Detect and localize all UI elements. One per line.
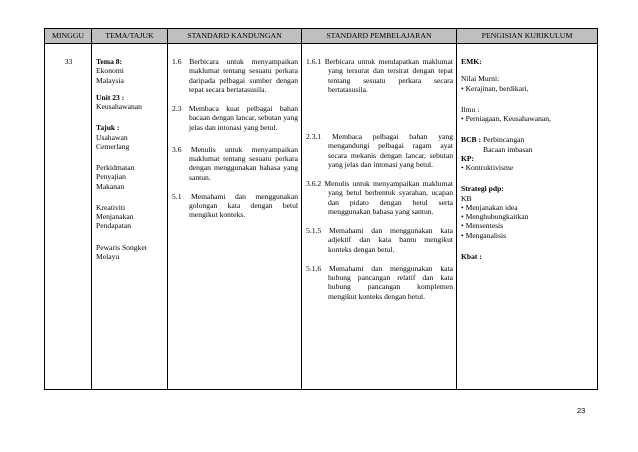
bullet-icon: • (461, 114, 466, 123)
standard-number: 1.6 (172, 57, 182, 66)
kb-item: • Mensentesis (461, 221, 504, 231)
tema-line: Ekonomi (96, 66, 124, 76)
nilai-label: Nilai Murni: (461, 74, 500, 84)
bcb-line (461, 135, 594, 144)
bcb-text-2: Bacaan imbasan (483, 144, 533, 154)
subtopic-line: Menjanakan (96, 212, 134, 221)
header-minggu: MINGGU (45, 29, 92, 44)
learning-text: Menulis untuk menyampaikan maklumat yang betul berbentuk syarahan, ucapan dan pidato dengan betul serta menggunakan bahasa yang santun. (324, 179, 453, 216)
kb-label: KB (461, 193, 472, 203)
unit-title: Unit 23 : (96, 92, 125, 102)
tajuk-line: Cemerlang (96, 141, 130, 151)
cell-pengisian (457, 44, 598, 390)
header-kandungan: STANDARD KANDUNGAN (168, 29, 302, 44)
header-row (45, 29, 598, 44)
learning-number: 1.6.1 (306, 57, 322, 66)
cell-kandungan (168, 44, 302, 390)
learning-number: 3.6.2 (306, 179, 322, 188)
standard-text: Membaca kuat pelbagai bahan bacaan dengan lancar, sebutan yang jelas dan intonasi yang betul. (188, 104, 298, 132)
tema-line: Malaysia (96, 75, 124, 85)
bcb-label: BCB : (461, 135, 482, 145)
subtopic-line: Melayu (96, 251, 120, 261)
standard-item (172, 192, 298, 220)
standard-text: Menulis untuk menyampaikan maklumat tentang sesuatu perkara dengan menggunakan bahasa yang santun. (189, 144, 298, 182)
week-number: 33 (64, 57, 73, 66)
bullet-icon: • (461, 202, 466, 212)
strategi-label: Strategi pdp: (461, 184, 504, 194)
standard-item (172, 145, 298, 182)
learning-item (306, 264, 453, 301)
bcb-text: Perbincangan (482, 135, 525, 145)
standard-item (172, 104, 298, 132)
bullet-icon: • (461, 221, 466, 231)
curriculum-table (44, 28, 598, 390)
cell-minggu (45, 44, 92, 390)
cell-pembelajaran (302, 44, 457, 390)
subtopic-line: Kreativiti (96, 202, 126, 212)
nilai-item: • Kerajinan, berdikari, (461, 83, 529, 93)
bullet-icon: • (461, 163, 466, 172)
kbat-label: Kbat : (461, 251, 482, 261)
bullet-icon: • (461, 83, 466, 93)
kb-item: • Menghubungkaitkan (461, 212, 529, 221)
subtopic-line: Penyajian (96, 172, 126, 182)
kb-item: • Menjanakan idea (461, 202, 518, 212)
standard-text: Memahami dan menggunakan golongan kata dengan betul mengikut konteks. (189, 191, 298, 220)
header-pengisian: PENGISIAN KURIKULUM (457, 29, 598, 44)
kp-item: • Kontruktivisme (461, 163, 514, 172)
learning-text: Membaca pelbagai bahan yang mengandungi pelbagai ragam ayat secara mekanis dengan lancar, sebutan yang jelas dan intonasi yang betul. (328, 132, 453, 169)
emk-label: EMK: (461, 57, 482, 66)
kp-label: KP: (461, 153, 475, 163)
learning-text: Berbicara untuk mendapatkan maklumat yang tersurat dan tersirat dengan tepat tentang sesuatu perkara secara bertatasusila. (324, 57, 453, 94)
learning-item (306, 179, 453, 216)
learning-text: Memahami dan menggunakan kata adjektif dan kata bantu mengikut konteks dengan betul. (328, 226, 453, 254)
learning-number: 2.3.1 (306, 132, 322, 141)
tajuk-line: Usahawan (96, 132, 128, 142)
page-number: 23 (577, 406, 586, 415)
standard-item (172, 57, 298, 94)
tajuk-title: Tajuk : (96, 123, 120, 133)
header-tema: TEMA/TAJUK (92, 29, 168, 44)
learning-number: 5.1.5 (306, 226, 322, 235)
tema-title: Tema 8: (96, 57, 123, 66)
standard-number: 2.3 (172, 104, 182, 113)
standard-number: 3.6 (172, 144, 182, 154)
ilmu-item: • Perniagaan, Keusahawanan, (461, 114, 551, 123)
cell-tema (92, 44, 168, 390)
learning-item (306, 132, 453, 169)
subtopic-line: Pendapatan (96, 221, 132, 231)
kb-item: • Menganalisis (461, 230, 507, 240)
subtopic-line: Pewaris Songket (96, 242, 147, 252)
learning-item (306, 226, 453, 254)
learning-number: 5.1.6 (306, 263, 322, 273)
subtopic-line: Perkidmatan (96, 163, 135, 172)
header-pembelajaran: STANDARD PEMBELAJARAN (302, 29, 457, 44)
bullet-icon: • (461, 212, 466, 221)
standard-text: Berbicara untuk menyampaikan maklumat tentang sesuatu perkara daripada pelbagai sumber dengan tepat secara bertatasusila. (189, 57, 298, 94)
learning-item (306, 57, 453, 94)
subtopic-line: Makanan (96, 181, 125, 191)
bullet-icon: • (461, 230, 466, 240)
unit-name: Keusahawanan (96, 102, 142, 111)
standard-number: 5.1 (172, 191, 182, 201)
learning-text: Memahami dan menggunakan kata hubung pancangan relatif dan kata hubung pancangan komplemen mengikut konteks dengan betul. (328, 263, 453, 301)
ilmu-label: Ilmu : (461, 104, 480, 114)
table-row (45, 44, 598, 390)
